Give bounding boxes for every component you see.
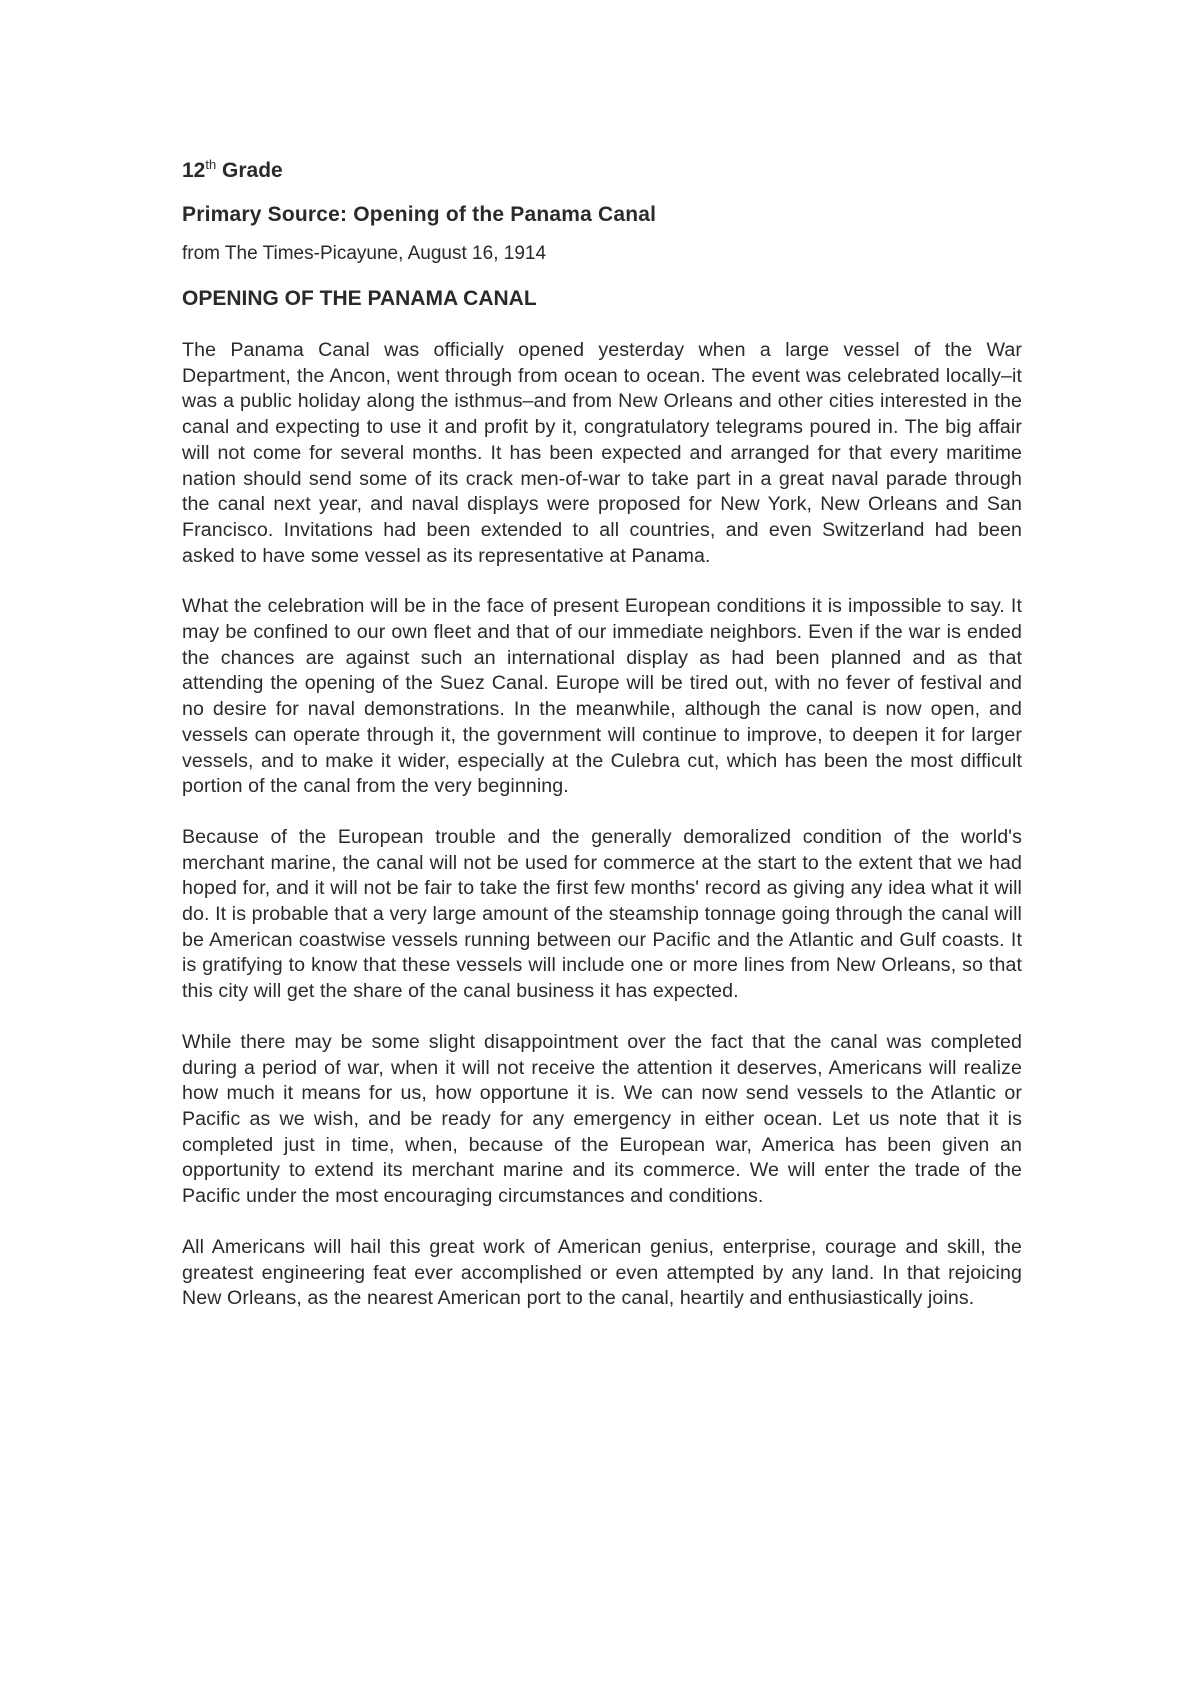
grade-suffix: th: [205, 157, 217, 172]
article-headline: OPENING OF THE PANAMA CANAL: [182, 287, 537, 310]
document-subtitle: Primary Source: Opening of the Panama Canal: [182, 203, 657, 226]
grade-word: Grade: [222, 159, 283, 182]
article-paragraph-1: The Panama Canal was officially opened yesterday when a large vessel of the War Department, the Ancon, went through from ocean to ocean. The event was celebrated locally–it was a public holiday along the isthmus–and from New Orleans and other cities interested in the canal and expecting to use it and profit by it, congratulatory telegrams poured in. The big affair will not come for several months. It has been expected and arranged for that every maritime nation should send some of its crack men-of-war to take part in a great naval parade through the canal next year, and naval displays were proposed for New York, New Orleans and San Francisco. Invitations had been extended to all countries, and even Switzerland had been asked to have some vessel as its representative at Panama.: [182, 339, 1022, 567]
grade-heading: [182, 158, 1022, 184]
source-line: from The Times-Picayune, August 16, 1914: [182, 243, 547, 264]
article-paragraph-2: What the celebration will be in the face of present European conditions it is impossible to say. It may be confined to our own fleet and that of our immediate neighbors. Even if the war is ended the chances are against such an international display as had been planned and as that attending the opening of the Suez Canal. Europe will be tired out, with no fever of festival and no desire for naval demonstrations. In the meanwhile, although the canal is now open, and vessels can operate through it, the government will continue to improve, to deepen it for larger vessels, and to make it wider, especially at the Culebra cut, which has been the most difficult portion of the canal from the very beginning.: [182, 595, 1022, 798]
grade-number: 12: [182, 159, 206, 182]
document-content: [182, 158, 1022, 1337]
article-paragraph-4: While there may be some slight disappointment over the fact that the canal was completed during a period of war, when it will not receive the attention it deserves, Americans will realize how much it means for us, how opportune it is. We can now send vessels to the Atlantic or Pacific as we wish, and be ready for any emergency in either ocean. Let us note that it is completed just in time, when, because of the European war, America has been given an opportunity to extend its merchant marine and its commerce. We will enter the trade of the Pacific under the most encouraging circumstances and conditions.: [182, 1030, 1022, 1208]
article-paragraph-5: All Americans will hail this great work of American genius, enterprise, courage and skill, the greatest engineering feat ever accomplished or even attempted by any land. In that rejoicing New Orleans, as the nearest American port to the canal, heartily and enthusiastically joins.: [182, 1235, 1022, 1310]
article-paragraph-3: Because of the European trouble and the generally demoralized condition of the world's merchant marine, the canal will not be used for commerce at the start to the extent that we had hoped for, and it will not be fair to take the first few months' record as giving any idea what it will do. It is probable that a very large amount of the steamship tonnage going through the canal will be American coastwise vessels running between our Pacific and the Atlantic and Gulf coasts. It is gratifying to know that these vessels will include one or more lines from New Orleans, so that this city will get the share of the canal business it has expected.: [182, 825, 1022, 1003]
